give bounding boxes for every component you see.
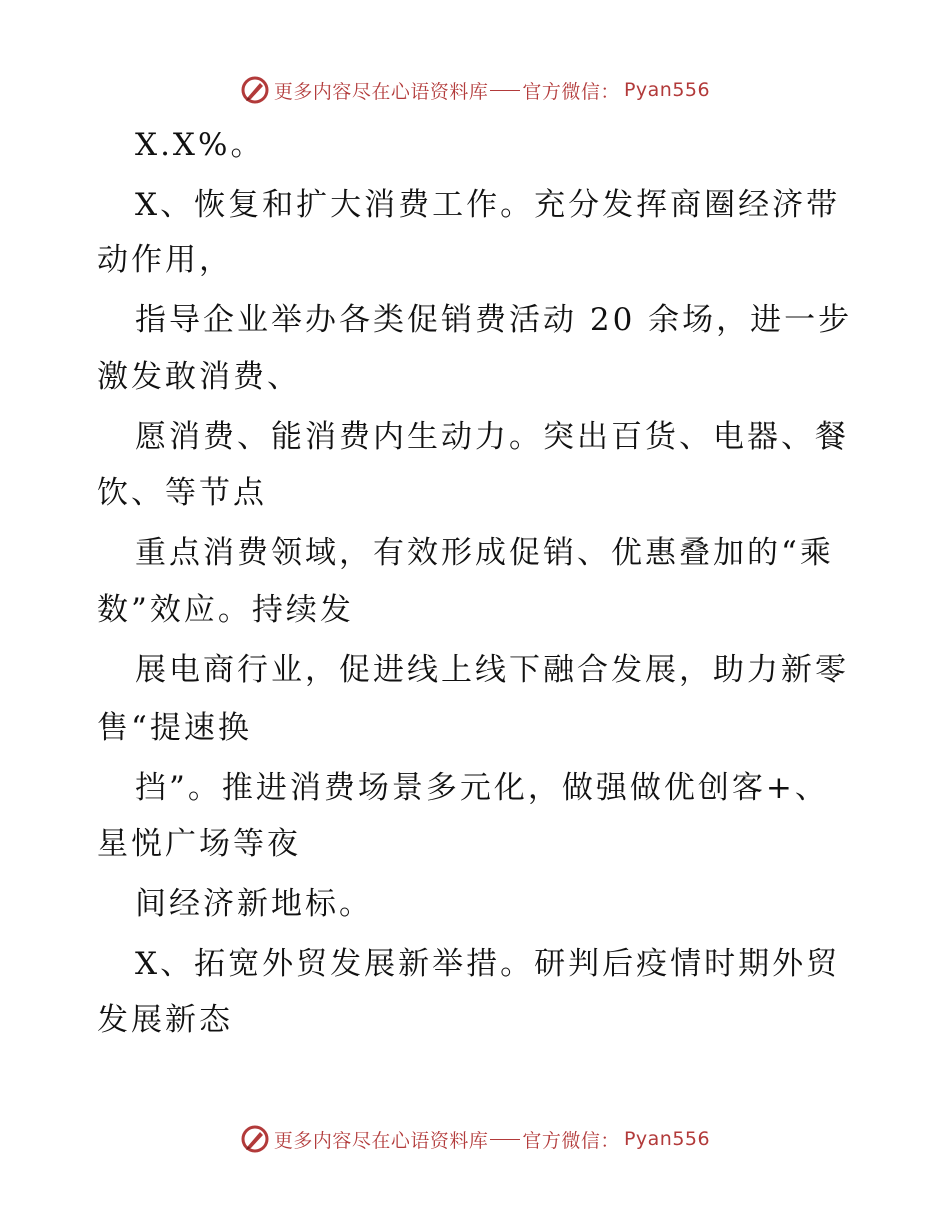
red-pen-circle-icon xyxy=(240,1124,270,1154)
footer-banner-separator xyxy=(490,1139,520,1140)
body-line-16: 发展新态 xyxy=(97,1002,233,1038)
header-banner-text: 更多内容尽在心语资料库 xyxy=(273,80,489,103)
body-line-13: 星悦广场等夜 xyxy=(97,826,301,862)
header-official-label: 官方微信： xyxy=(522,80,620,103)
body-line-10: 展电商行业，促进线上线下融合发展，助力新零 xyxy=(135,652,849,688)
body-line-2: X、恢复和扩大消费工作。充分发挥商圈经济带 xyxy=(135,187,841,223)
body-line-9: 数”效应。持续发 xyxy=(97,592,354,628)
red-pen-circle-icon xyxy=(240,75,270,105)
footer-banner[interactable] xyxy=(0,1119,950,1159)
body-line-3: 动作用， xyxy=(97,242,233,278)
body-line-1: X.X%。 xyxy=(135,127,265,163)
body-line-6: 愿消费、能消费内生动力。突出百货、电器、餐 xyxy=(135,419,849,455)
header-banner-separator xyxy=(490,90,520,91)
footer-official-label: 官方微信： xyxy=(522,1129,620,1152)
body-line-12: 挡”。推进消费场景多元化，做强做优创客+、 xyxy=(135,770,829,806)
body-line-15: X、拓宽外贸发展新举措。研判后疫情时期外贸 xyxy=(135,946,841,982)
body-line-5: 激发敢消费、 xyxy=(97,359,301,395)
body-line-14: 间经济新地标。 xyxy=(135,886,373,922)
body-line-4: 指导企业举办各类促销费活动 20 余场，进一步 xyxy=(135,302,853,338)
body-line-8: 重点消费领域，有效形成促销、优惠叠加的“乘 xyxy=(135,535,834,571)
footer-banner-text: 更多内容尽在心语资料库 xyxy=(273,1129,489,1152)
body-line-7: 饮、等节点 xyxy=(97,475,267,511)
header-banner[interactable] xyxy=(0,70,950,110)
body-line-11: 售“提速换 xyxy=(97,710,252,746)
footer-wechat-id: Pyan556 xyxy=(623,1128,711,1150)
header-wechat-id: Pyan556 xyxy=(623,79,711,101)
